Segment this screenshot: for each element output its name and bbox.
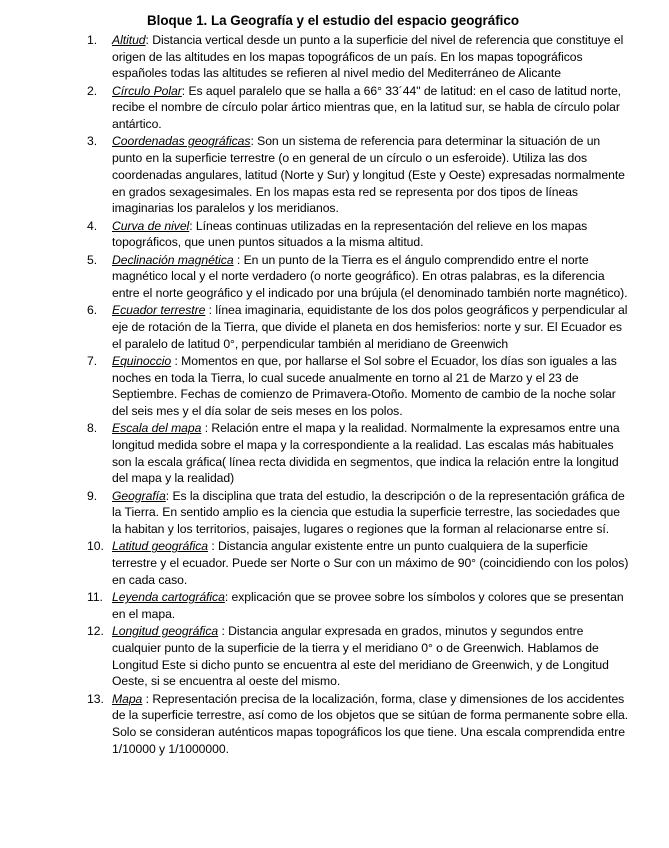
glossary-item [87, 538, 629, 588]
item-number: 1. [87, 33, 98, 47]
item-definition: Es la disciplina que trata del estudio, la descripción o de la representación gráfica de la Tierra. En sentido amplio es la ciencia que estudia la superficie terrestre, las sociedades que la habitan y los territorios, paisajes, lugares o regiones que la forman al relacionarse entre sí. [112, 488, 625, 537]
item-separator: : [205, 303, 212, 318]
item-term: Curva de nivel [112, 218, 190, 233]
item-term: Escala del mapa [112, 421, 202, 436]
item-number: 5. [87, 252, 98, 267]
glossary-item [87, 623, 629, 690]
glossary-item [87, 83, 629, 133]
item-term: Declinación magnética [112, 252, 234, 267]
item-separator: : [208, 539, 215, 554]
item-number: 2. [87, 83, 98, 98]
glossary-item [87, 32, 629, 82]
item-number: 7. [87, 353, 98, 368]
item-definition: Son un sistema de referencia para determinar la situación de un punto en la superficie terrestre (o en general de un círculo o un esferoide). Utiliza las dos coordenadas angulares, latitud (Norte y Sur) y longitud (Este y Oeste) expresadas normalmente en grados sexagesimales. En los mapas esta red se representa por dos tipos de líneas imaginarias los paralelos y los meridianos. [112, 134, 625, 216]
item-term: Leyenda cartográfica [112, 590, 225, 605]
item-definition: Representación precisa de la localización, forma, clase y dimensiones de los accidentes de la superficie terrestre, así como de los objetos que se sitúan de forma permanente sobre ella. Solo se consideran auténticos mapas topográficos los que tiene. Una escala comprendida entre 1/10000 y 1/1000000. [112, 691, 629, 756]
item-term: Coordenadas geográficas [112, 134, 251, 149]
item-term: Geografía [112, 488, 166, 503]
item-definition: Líneas continuas utilizadas en la representación del relieve en los mapas topográficos, que unen puntos situados a la misma altitud. [112, 218, 588, 250]
item-term: Mapa [112, 691, 143, 706]
item-number: 4. [87, 218, 98, 233]
item-separator: : [224, 590, 229, 605]
item-separator: : [218, 624, 225, 639]
item-number: 3. [87, 134, 98, 149]
item-separator: : [201, 421, 209, 436]
item-separator: : [233, 252, 241, 267]
item-term: Círculo Polar [112, 83, 182, 98]
item-definition: Distancia angular existente entre un punto cualquiera de la superficie terrestre y el ecuador. Puede ser Norte o Sur con un máximo de 90° (coincidiendo con los polos) en cada caso. [112, 539, 629, 587]
glossary-list [87, 32, 629, 757]
item-definition: explicación que se provee sobre los símbolos y colores que se presentan en el mapa. [112, 590, 624, 621]
item-term: Equinoccio [112, 353, 172, 368]
item-definition: Distancia angular expresada en grados, minutos y segundos entre cualquier punto de la superficie de la tierra y el meridiano 0° o de Greenwich. Hablamos de Longitud Este si dicho punto se encuentra al este del meridiano de Greenwich, y de Longitud Oeste, si se encuentra al oeste del mismo. [112, 624, 609, 689]
item-number: 9. [87, 488, 98, 503]
item-definition: Relación entre el mapa y la realidad. Normalmente la expresamos entre una longitud medida sobre el mapa y la correspondiente a la realidad. Las escalas más habituales son la escala gráfica( línea recta dividida en segmentos, que indica la relación entre la longitud del mapa y la realidad) [112, 421, 620, 486]
item-definition: En un punto de la Tierra es el ángulo comprendido entre el norte magnético local y el norte verdadero (o norte geográfico). En otras palabras, es la diferencia entre el norte geográfico y el indicado por una brújula (el denominado también norte magnético). [112, 252, 628, 300]
page-title: Bloque 1. La Geografía y el estudio del espacio geográfico [146, 13, 520, 28]
item-separator: : [142, 691, 149, 706]
item-number: 10. [87, 539, 104, 554]
item-number: 11. [87, 590, 103, 605]
glossary-item [87, 252, 629, 302]
item-term: Ecuador terrestre [112, 303, 206, 318]
glossary-item [87, 691, 629, 758]
item-definition: línea imaginaria, equidistante de los dos polos geográficos y perpendicular al eje de rotación de la Tierra, que divide el planeta en dos hemisferios: norte y sur. El Ecuador es el paralelo de latitud 0°, perpendicular también al meridiano de Greenwich [112, 303, 628, 351]
item-separator: : [145, 33, 149, 47]
glossary-item [87, 133, 629, 217]
item-term: Altitud [112, 33, 146, 47]
item-separator: : [250, 134, 254, 149]
glossary-item [87, 218, 629, 251]
glossary-item [87, 420, 629, 487]
item-term: Longitud geográfica [112, 624, 219, 639]
item-number: 12. [87, 624, 104, 639]
item-definition: Es aquel paralelo que se halla a 66° 33´44" de latitud: en el caso de latitud norte, recibe el nombre de círculo polar ártico mientras que, en la latitud sur, se habla de círculo polar antártico. [112, 83, 622, 132]
item-term: Latitud geográfica [112, 539, 208, 554]
glossary-item [87, 589, 629, 622]
item-separator: : [171, 353, 178, 368]
item-number: 8. [87, 421, 98, 436]
glossary-item [87, 353, 629, 420]
glossary-item [87, 488, 629, 538]
item-separator: : [189, 218, 193, 233]
item-number: 13. [87, 691, 104, 706]
item-definition: Momentos en que, por hallarse el Sol sobre el Ecuador, los días son iguales a las noches en toda la Tierra, lo cual sucede anualmente en torno al 21 de Marzo y el 23 de Septiembre. Fechas de comienzo de Primavera-Otoño. Momento de cambio de la noche solar del seis mes y el día solar de seis meses en los polos. [112, 353, 617, 419]
item-separator: : [181, 83, 186, 98]
glossary-item [87, 302, 629, 352]
item-definition: Distancia vertical desde un punto a la superficie del nivel de referencia que constituye el origen de las altitudes en los mapas topográficos de un país. En los mapas topográficos españoles todas las altitudes se refieren al nivel medio del Mediterráneo de Alicante [112, 33, 624, 81]
item-separator: : [165, 488, 170, 503]
item-number: 6. [87, 303, 98, 318]
